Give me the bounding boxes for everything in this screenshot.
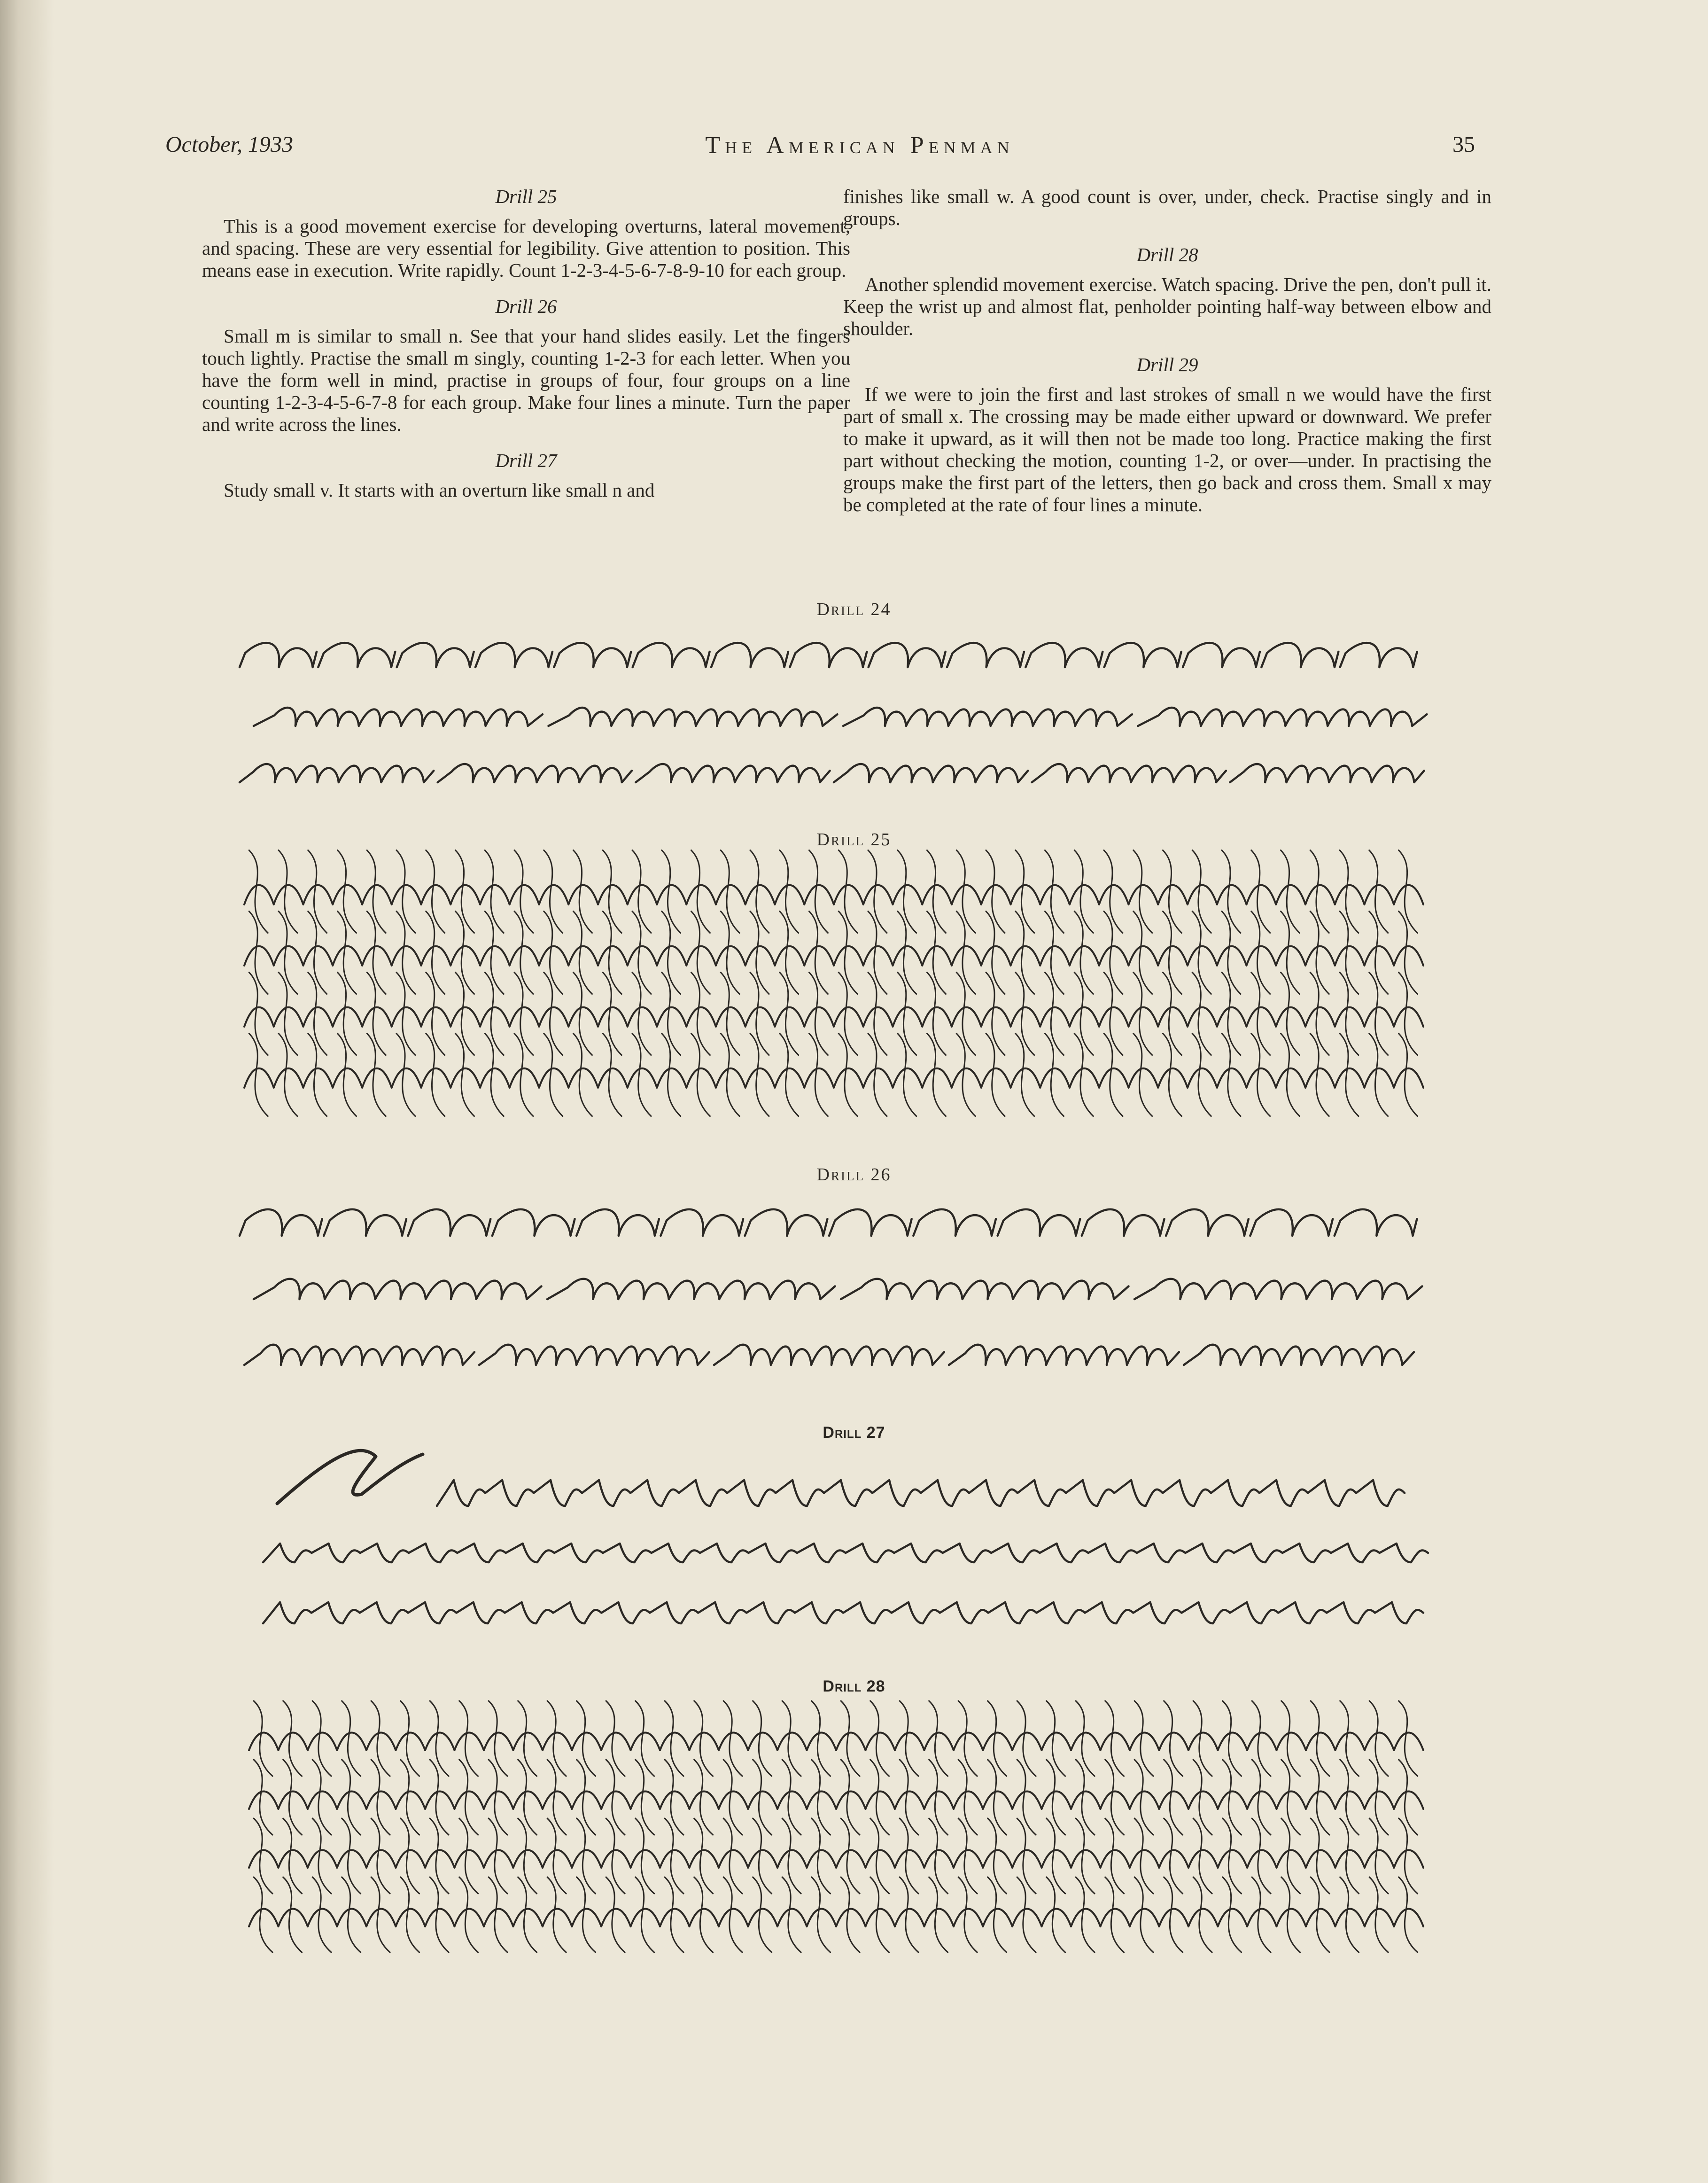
drill-24-row-1 [240,643,1417,667]
drill-25-row-3-loops [249,973,1417,1055]
drill-28-row-2-loops [254,1760,1418,1835]
drill-26-row-1 [240,1209,1417,1236]
header-title: The American Penman [705,132,1014,159]
drill-heading: Drill 28 [1136,244,1198,265]
drill-28-row-4 [249,1909,1423,1927]
drill-26-row-3 [244,1345,1414,1365]
drill-25-row-1 [244,885,1423,904]
drill-25-row-1-loops [249,850,1417,933]
drill-25-row-4 [244,1068,1423,1088]
drill-paragraph: Small m is similar to small n. See that your hand slides easily. Let the fingers touch lightly. Practise the small m singly, counting 1-2-3 for each letter. When you have the form well in mind, practise in groups of four, four groups on a line counting 1-2-3-4-5-6-7-8 for each group. Make four lines a minute. Turn the paper and write across the lines. [202,325,850,435]
drill-28-row-3 [249,1850,1423,1868]
drill-25-row-2 [244,946,1423,966]
plate-caption-drill-25: Drill 25 [816,830,892,850]
drill-27-capital-v [277,1450,423,1504]
drill-25-row-4-loops [249,1034,1417,1116]
drill-25-row-3 [244,1007,1423,1027]
header-page-number: 35 [1452,132,1475,157]
drill-paragraph: Study small v. It starts with an overturn like small n and [224,479,655,501]
drill-paragraph: finishes like small w. A good count is over, under, check. Practise singly and in groups. [843,186,1491,229]
drill-28-row-1-loops [254,1701,1418,1776]
drill-paragraph: This is a good movement exercise for developing overturns, lateral movement, and spacing. These are very essential for legibility. Give attention to position. This means ease in execution. Write rapidly. Count 1-2-3-4-5-6-7-8-9-10 for each group. [202,215,850,281]
drill-heading: Drill 27 [495,450,557,471]
drill-27-row-3 [263,1602,1423,1623]
plate-caption-drill-27: Drill 27 [823,1424,885,1442]
drill-28-row-2 [249,1792,1423,1809]
drill-28-row-3-loops [254,1818,1418,1894]
drill-paragraph: If we were to join the first and last strokes of small n we would have the first part of small x. The crossing may be made either upward or downward. We prefer to make it upward, as it will then not be made too long. Practice making the first part without checking the motion, counting 1-2, or over—under. In practising the groups make the first part of the letters, then go back and cross them. Small x may be completed at the rate of four lines a minute. [843,383,1491,515]
drill-24-row-2 [254,708,1427,726]
drill-25-row-2-loops [249,912,1417,994]
plate-caption-drill-28: Drill 28 [823,1677,885,1695]
drill-paragraph: Another splendid movement exercise. Watch spacing. Drive the pen, don't pull it. Keep the wrist up and almost flat, penholder pointing half-way between elbow and shoulder. [843,273,1491,339]
drill-28-row-1 [249,1733,1423,1751]
header-date: October, 1933 [165,132,293,157]
drill-heading: Drill 29 [1136,354,1198,375]
drill-26-row-2 [254,1279,1422,1299]
drill-heading: Drill 26 [495,296,557,317]
drill-24-row-3 [240,764,1424,782]
drill-27-row-2 [263,1544,1428,1562]
drill-27-row-1 [437,1480,1405,1506]
plate-caption-drill-24: Drill 24 [816,600,892,619]
drill-28-row-4-loops [254,1877,1418,1952]
drill-heading: Drill 25 [495,186,557,207]
plate-caption-drill-26: Drill 26 [816,1165,892,1185]
